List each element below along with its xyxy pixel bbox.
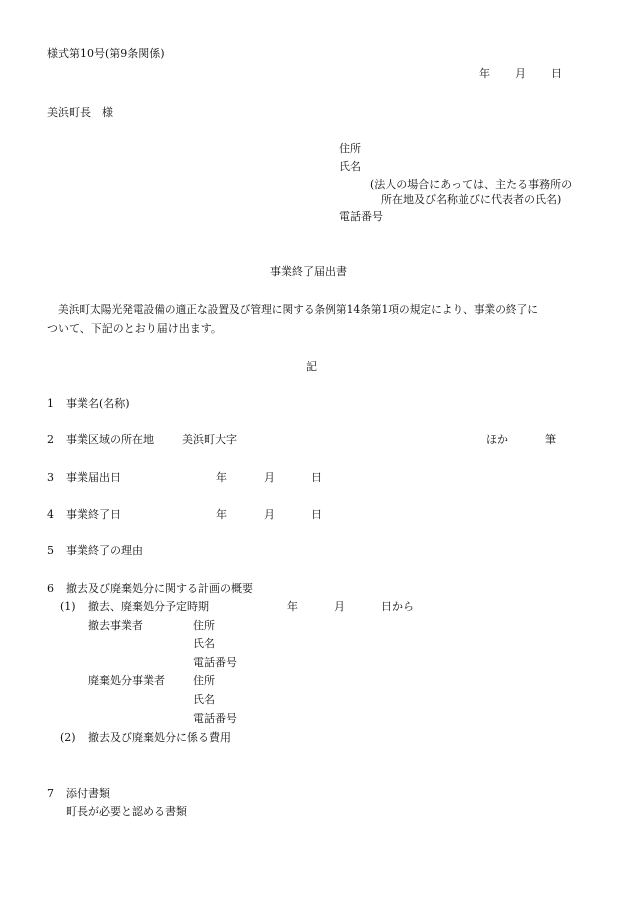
item-6-label: 撤去及び廃棄処分に関する計画の概要 [66,582,253,595]
item-1-number: 1 [47,397,54,410]
date-year: 年 [479,67,490,80]
applicant-name-label: 氏名 [339,160,361,173]
form-number: 様式第10号(第9条関係) [47,47,165,60]
applicant-phone-label: 電話番号 [339,210,383,223]
item-6-sub-1-label: 撤去、廃棄処分予定時期 [88,600,209,613]
item-6-sub-1-month: 月 [334,600,345,613]
disposal-name-label: 氏名 [193,693,215,706]
item-2-number: 2 [47,433,54,446]
item-4-month: 月 [264,508,275,521]
corporate-note-line-2: 所在地及び名称並びに代表者の氏名) [381,193,562,206]
removal-phone-label: 電話番号 [193,656,237,669]
date-month: 月 [515,67,526,80]
item-6-sub-1-day-from: 日から [381,600,414,613]
item-5-number: 5 [47,544,54,557]
item-2-hitsu: 筆 [545,433,556,446]
item-6-sub-1-number: (1) [60,600,76,613]
item-4-label: 事業終了日 [66,508,121,521]
item-7-label: 添付書類 [66,787,110,800]
addressee: 美浜町長 様 [47,106,113,119]
item-1-label: 事業名(名称) [66,397,130,410]
body-line-1: 美浜町太陽光発電設備の適正な設置及び管理に関する条例第14条第1項の規定により、事業の終了に [58,303,538,316]
item-3-month: 月 [264,471,275,484]
removal-address-label: 住所 [193,619,215,632]
item-6-sub-1-year: 年 [287,600,298,613]
item-3-number: 3 [47,471,54,484]
item-2-value: 美浜町大字 [182,433,237,446]
corporate-note-line-1: (法人の場合にあっては、主たる事務所の [370,178,573,191]
date-day: 日 [551,67,562,80]
item-3-day: 日 [311,471,322,484]
ki-heading: 記 [306,360,317,373]
item-4-number: 4 [47,508,54,521]
item-6-sub-2-number: (2) [60,731,76,744]
item-3-year: 年 [216,471,227,484]
applicant-address-label: 住所 [339,142,361,155]
item-3-label: 事業届出日 [66,471,121,484]
item-6-number: 6 [47,582,54,595]
document-title: 事業終了届出書 [270,265,347,278]
body-line-2: ついて、下記のとおり届け出ます。 [47,322,222,335]
item-7-number: 7 [47,787,54,800]
item-6-sub-2-label: 撤去及び廃棄処分に係る費用 [88,731,231,744]
disposal-address-label: 住所 [193,674,215,687]
removal-contractor-label: 撤去事業者 [88,619,143,632]
item-2-hoka: ほか [486,433,508,446]
item-5-label: 事業終了の理由 [66,544,143,557]
item-2-label: 事業区域の所在地 [66,433,154,446]
disposal-phone-label: 電話番号 [193,712,237,725]
item-7-detail: 町長が必要と認める書類 [66,805,187,818]
removal-name-label: 氏名 [193,637,215,650]
item-4-day: 日 [311,508,322,521]
disposal-contractor-label: 廃棄処分事業者 [88,674,165,687]
item-4-year: 年 [216,508,227,521]
